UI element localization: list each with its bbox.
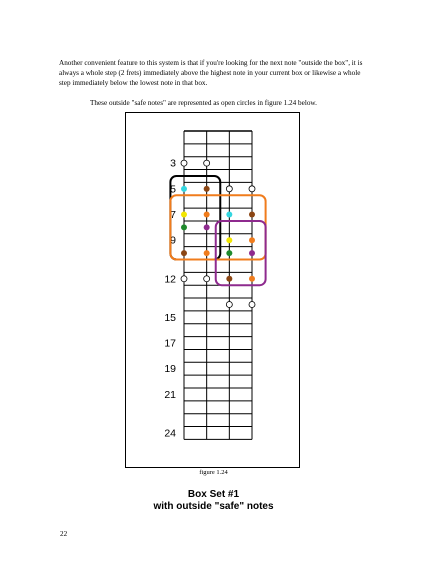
note-dot — [226, 250, 232, 256]
fret-label-24: 24 — [164, 427, 176, 440]
purple-box-outline — [216, 221, 266, 285]
fret-label-9: 9 — [170, 234, 176, 247]
note-dot — [226, 276, 232, 282]
note-dot — [249, 250, 255, 256]
safe-note-open-circle — [226, 186, 232, 192]
safe-note-open-circle — [181, 160, 187, 166]
safe-note-open-circle — [249, 186, 255, 192]
note-dot — [204, 224, 210, 230]
note-dot — [249, 237, 255, 243]
note-dot — [204, 250, 210, 256]
fret-label-7: 7 — [170, 209, 176, 222]
note-dot — [226, 237, 232, 243]
figure-caption: figure 1.24 — [199, 469, 228, 476]
safe-note-open-circle — [181, 276, 187, 282]
fret-label-17: 17 — [164, 337, 176, 350]
safe-note-open-circle — [204, 276, 210, 282]
fret-label-21: 21 — [164, 388, 176, 401]
note-dot — [181, 224, 187, 230]
note-dot — [204, 186, 210, 192]
fret-label-12: 12 — [164, 273, 176, 286]
fret-label-19: 19 — [164, 363, 176, 376]
box-set-title: Box Set #1 — [187, 489, 240, 500]
box-outlines — [170, 176, 265, 285]
note-dot — [204, 212, 210, 218]
intro-paragraph: Another convenient feature to this system is that if you're looking for the next note "outside the box", it is always a whole step (2 frets) immediately above the highest note in your current box or likewise a whole step immediately below the lowest note in that box. — [59, 59, 363, 87]
safe-note-open-circle — [226, 301, 232, 307]
note-dot — [181, 250, 187, 256]
note-dot — [181, 186, 187, 192]
note-dot — [249, 212, 255, 218]
safe-note-open-circle — [249, 301, 255, 307]
fret-label-5: 5 — [170, 183, 176, 196]
box-set-subtitle: with outside "safe" notes — [153, 501, 274, 512]
note-dot — [249, 276, 255, 282]
safe-notes-paragraph: These outside "safe notes" are represented as open circles in figure 1.24 below. — [90, 99, 317, 107]
page-number: 22 — [60, 530, 68, 538]
note-dot — [226, 212, 232, 218]
safe-note-open-circle — [204, 160, 210, 166]
note-dot — [181, 212, 187, 218]
fret-label-3: 3 — [170, 157, 176, 170]
fret-label-15: 15 — [164, 311, 176, 324]
